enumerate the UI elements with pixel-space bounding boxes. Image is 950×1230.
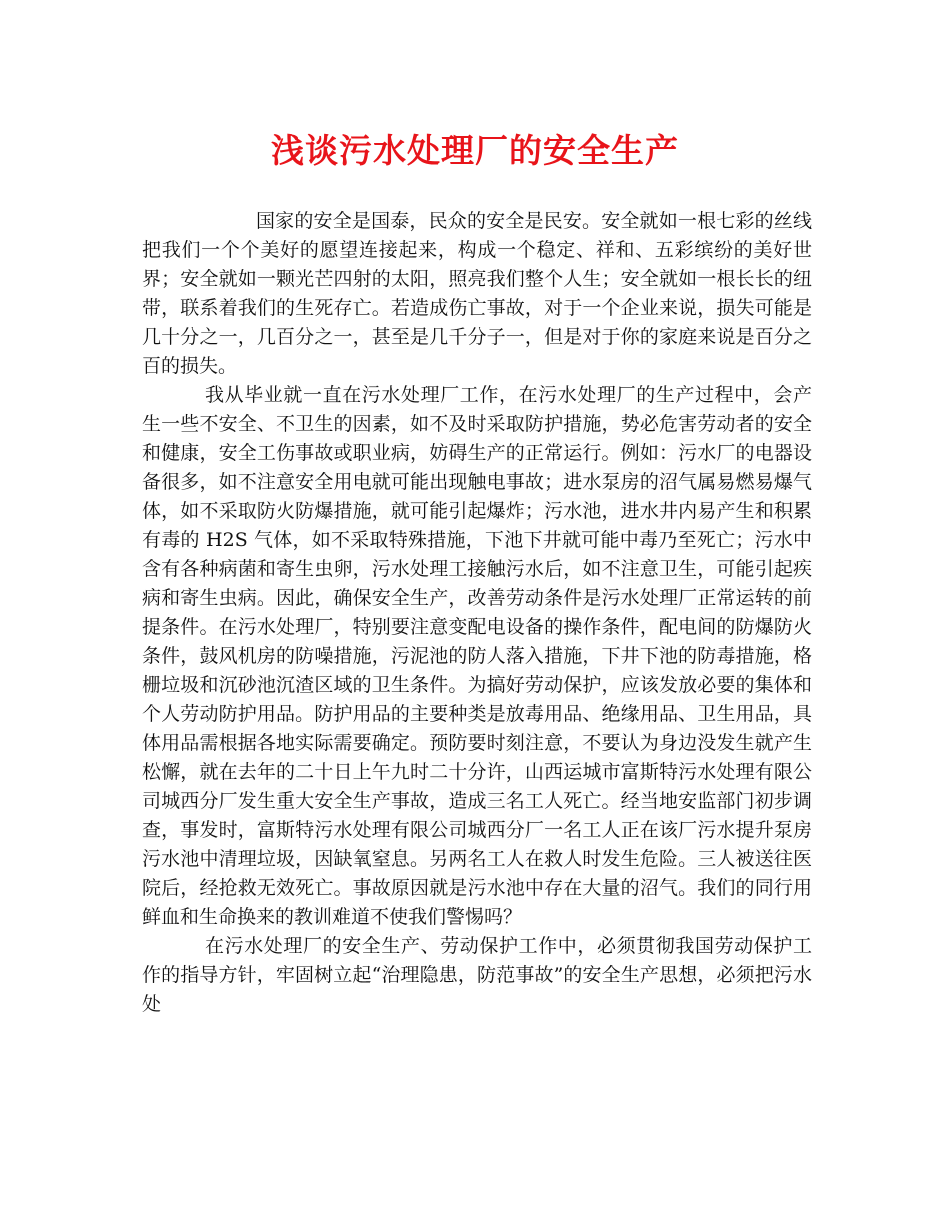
paragraph-1: 国家的安全是国泰，民众的安全是民安。安全就如一根七彩的丝线把我们一个个美好的愿望连接起来，构成一个稳定、祥和、五彩缤纷的美好世界；安全就如一颗光芒四射的太阳，照亮我们整个人生；安全就如一根长长的纽带，联系着我们的生死存亡。若造成伤亡事故，对于一个企业来说，损失可能是几十分之一，几百分之一，甚至是几千分子一，但是对于你的家庭来说是百分之百的损失。 xyxy=(142,210,812,377)
document-title: 浅谈污水处理厂的安全生产 xyxy=(271,131,679,170)
paragraph-2: 我从毕业就一直在污水处理厂工作，在污水处理厂的生产过程中，会产生一些不安全、不卫生的因素，如不及时采取防护措施，势必危害劳动者的安全和健康，安全工伤事故或职业病，妨碍生产的正常运行。例如：污水厂的电器设备很多，如不注意安全用电就可能出现触电事故；进水泵房的沼气属易燃易爆气体，如不采取防火防爆措施，就可能引起爆炸；污水池，进水井内易产生和积累有毒的 H2S 气体，如不采取特殊措施，下池下井就可能中毒乃至死亡；污水中含有各种病菌和寄生虫卵，污水处理工接触污水后，如不注意卫生，可能引起疾病和寄生虫病。因此，确保安全生产，改善劳动条件是污水处理厂正常运转的前提条件。在污水处理厂，特别要注意变配电设备的操作条件，配电间的防爆防火条件，鼓风机房的防噪措施，污泥池的防人落入措施，下井下池的防毒措施，格栅垃圾和沉砂池沉渣区域的卫生条件。为搞好劳动保护，应该发放必要的集体和个人劳动防护用品。防护用品的主要种类是放毒用品、绝缘用品、卫生用品，具体用品需根据各地实际需要确定。预防要时刻注意，不要认为身边没发生就产生松懈，就在去年的二十日上午九时二十分许，山西运城市富斯特污水处理有限公司城西分厂发生重大安全生产事故，造成三名工人死亡。经当地安监部门初步调查，事发时，富斯特污水处理有限公司城西分厂一名工人正在该厂污水提升泵房污水池中清理垃圾，因缺氧窒息。另两名工人在救人时发生危险。三人被送往医院后，经抢救无效死亡。事故原因就是污水池中存在大量的沼气。我们的同行用鲜血和生命换来的教训难道不使我们警惕吗？ xyxy=(142,384,812,928)
paragraph-3: 在污水处理厂的安全生产、劳动保护工作中，必须贯彻我国劳动保护工作的指导方针，牢固树立起“治理隐患，防范事故”的安全生产思想，必须把污水处 xyxy=(142,935,812,1015)
document-body xyxy=(142,207,812,1019)
